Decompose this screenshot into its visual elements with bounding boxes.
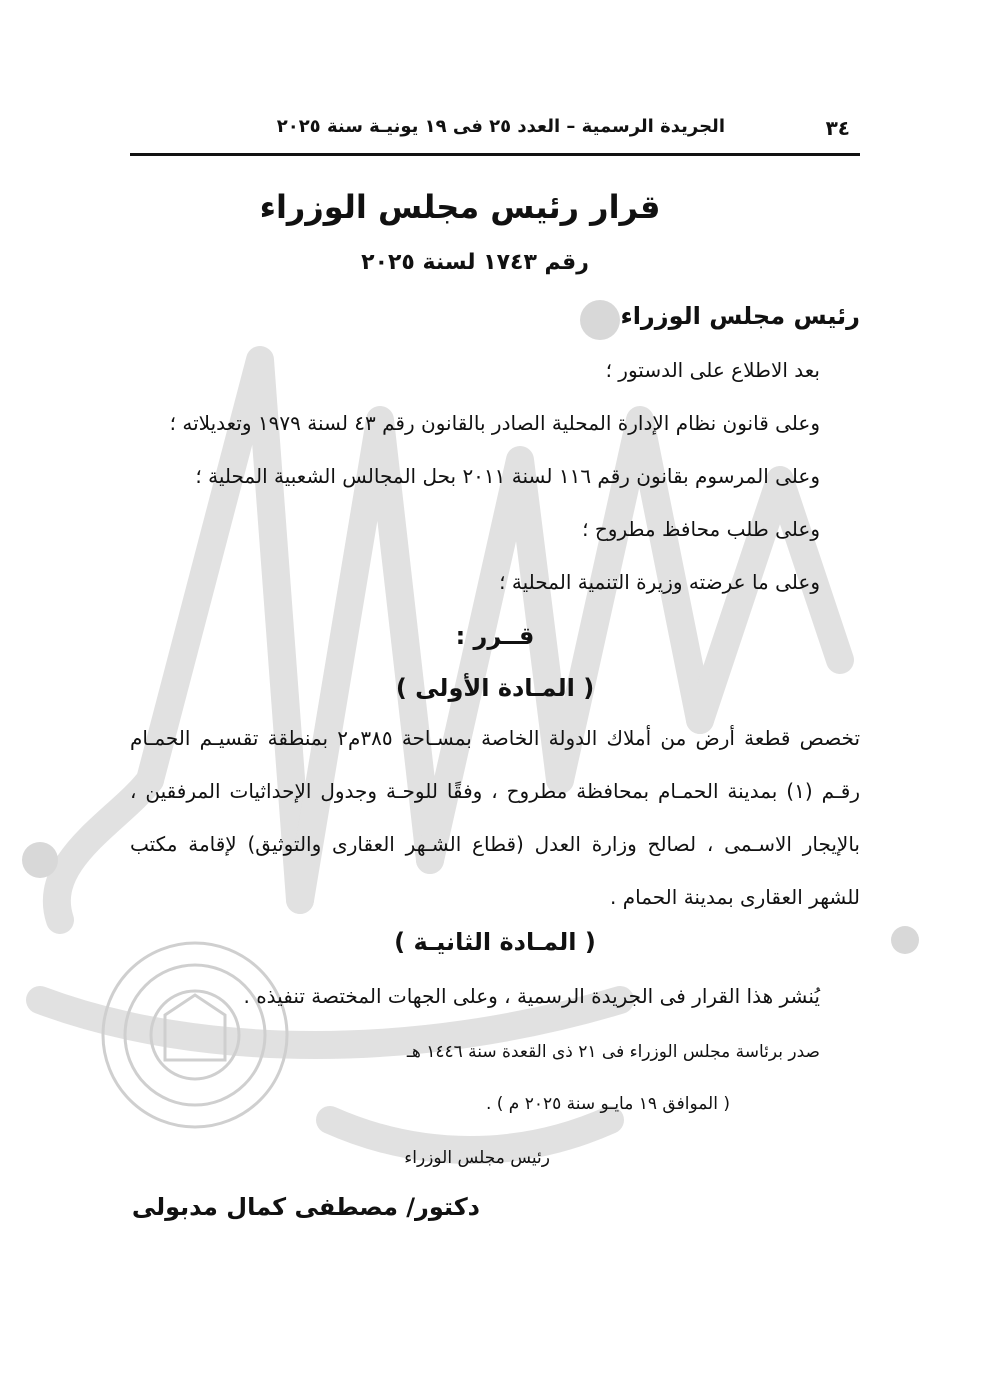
decree-number: رقم ١٧٤٣ لسنة ٢٠٢٥ bbox=[361, 250, 589, 275]
preamble-line: وعلى طلب محافظ مطروح ؛ bbox=[582, 517, 820, 541]
preamble-line: وعلى قانون نظام الإدارة المحلية الصادر بالقانون رقم ٤٣ لسنة ١٩٧٩ وتعديلاته ؛ bbox=[169, 411, 820, 435]
article-1-text: تخصص قطعة أرض من أملاك الدولة الخاصة بمسـاحة ٣٨٥م٢ بمنطقة تقسيـم الحمـام رقـم (١) بمدينة الحمـام بمحافظة مطروح ، وفقًا للوحـة وجدول الإحداثيات المرفقين ، بالإيجار الاسـمى ، لصالح وزارة العدل (قطاع الشـهر العقارى والتوثيق) لإقامة مكتب للشهر العقارى بمدينة الحمام . bbox=[130, 726, 861, 909]
article-1-heading: ( المـادة الأولى ) bbox=[395, 674, 595, 702]
gazette-header-line: الجريدة الرسمية – العدد ٢٥ فى ١٩ يونيـة سنة ٢٠٢٥ bbox=[276, 116, 725, 137]
decided-heading: قــرر : bbox=[455, 622, 535, 650]
preamble-line: وعلى ما عرضته وزيرة التنمية المحلية ؛ bbox=[499, 570, 820, 594]
page-number: ٣٤ bbox=[825, 116, 850, 140]
header-divider bbox=[130, 153, 860, 156]
preamble-line: وعلى المرسوم بقانون رقم ١١٦ لسنة ٢٠١١ بحل المجالس الشعبية المحلية ؛ bbox=[195, 464, 820, 488]
issuer-heading: رئيس مجلس الوزراء bbox=[620, 302, 860, 330]
article-2-text: يُنشر هذا القرار فى الجريدة الرسمية ، وعلى الجهات المختصة تنفيذه . bbox=[243, 984, 820, 1008]
page-header bbox=[130, 110, 860, 150]
issued-line: صدر برئاسة مجلس الوزراء فى ٢١ ذى القعدة سنة ١٤٤٦ هـ bbox=[406, 1042, 820, 1062]
signer-name: دكتور/ مصطفى كمال مدبولى bbox=[131, 1193, 480, 1221]
signer-title: رئيس مجلس الوزراء bbox=[404, 1148, 550, 1168]
preamble-line: بعد الاطلاع على الدستور ؛ bbox=[605, 358, 820, 382]
decree-title: قرار رئيس مجلس الوزراء bbox=[259, 188, 661, 226]
corresponding-date-line: ( الموافق ١٩ مايـو سنة ٢٠٢٥ م ) . bbox=[485, 1094, 730, 1114]
article-2-heading: ( المـادة الثانيـة ) bbox=[394, 928, 596, 956]
